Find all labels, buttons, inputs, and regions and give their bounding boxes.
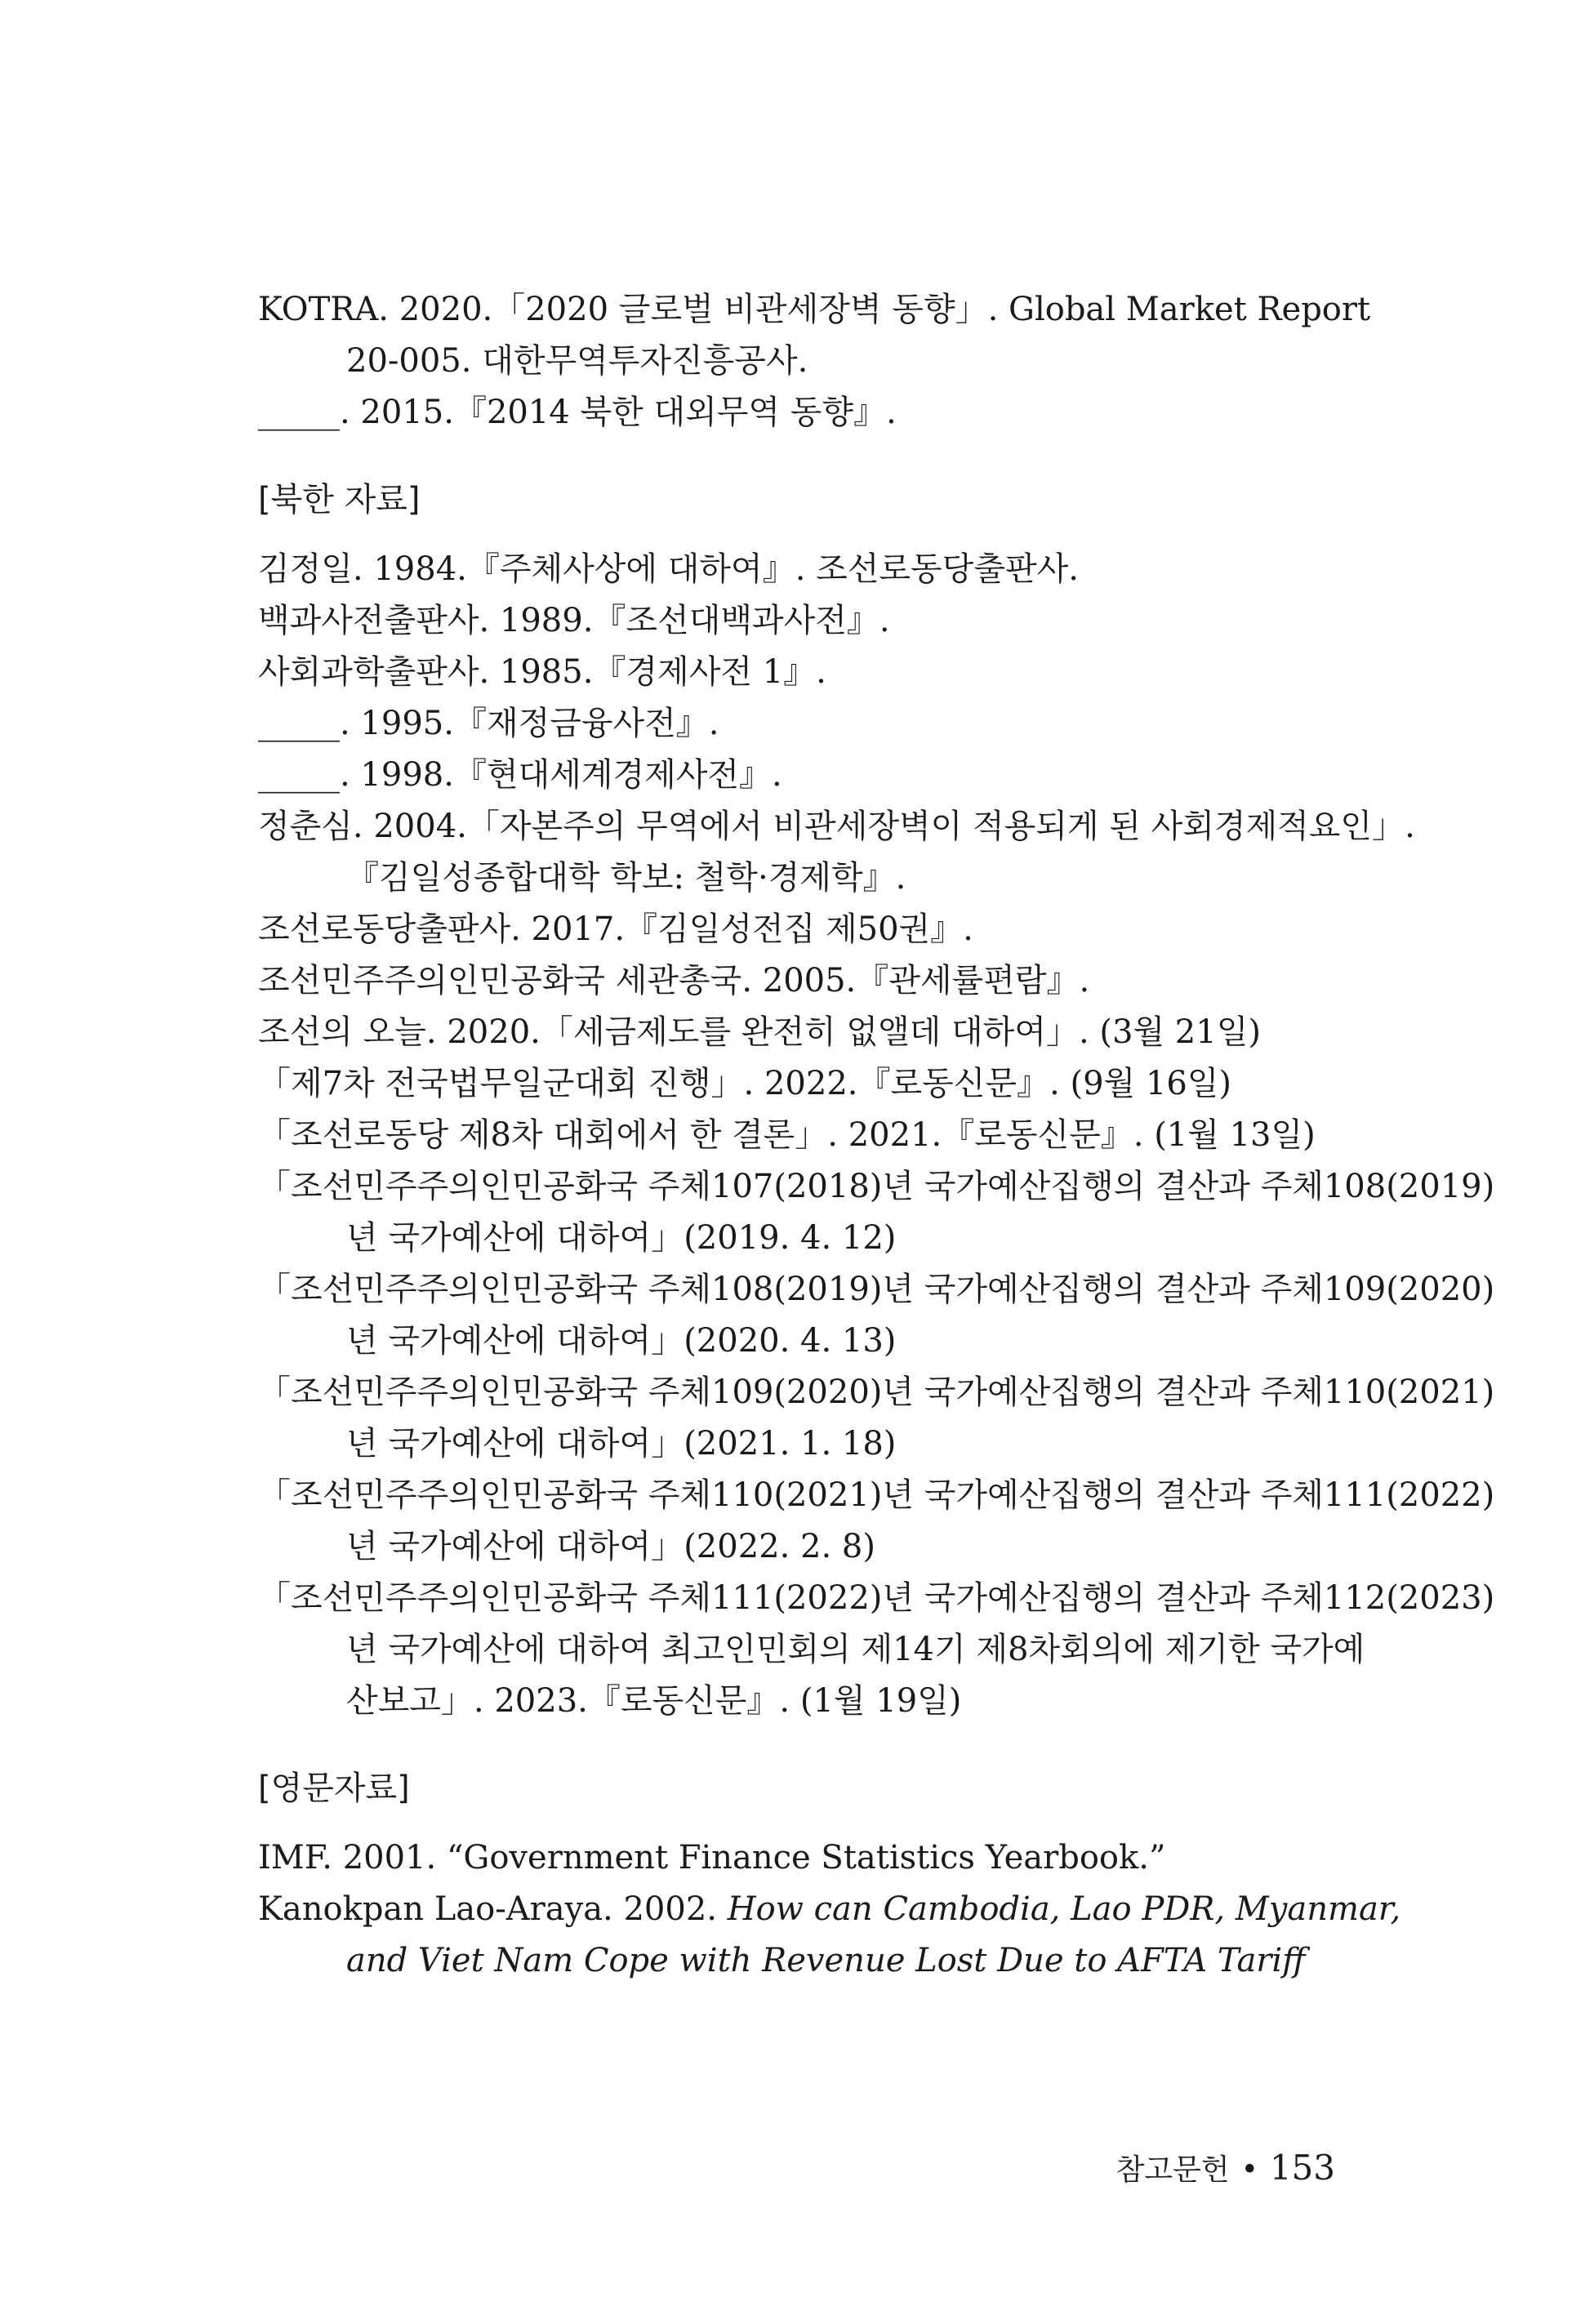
- reference-entry: [258, 284, 1371, 387]
- section-heading-north-korea: [북한 자료]: [258, 481, 421, 519]
- reference-entry: [258, 1161, 1495, 1264]
- reference-text: 조선로동당출판사. 2017.『김일성전집 제50권』.: [258, 910, 973, 948]
- reference-text-continuation: 년 국가예산에 대하여」(2020. 4. 13): [346, 1322, 897, 1360]
- reference-title-continuation: and Viet Nam Cope with Revenue Lost Due to AFTA Tariff: [346, 1942, 1306, 1979]
- reference-text-continuation: 년 국가예산에 대하여」(2019. 4. 12): [346, 1219, 897, 1257]
- page-number: 153: [1269, 2148, 1335, 2188]
- section-heading-english: [영문자료]: [258, 1770, 410, 1807]
- reference-text: 조선민주주의인민공화국 세관총국. 2005.『관세률편람』.: [258, 962, 1090, 999]
- reference-text-continuation: 산보고」. 2023.『로동신문』. (1월 19일): [346, 1682, 962, 1720]
- reference-entry: [258, 1007, 1336, 1058]
- reference-entry: [258, 1264, 1495, 1367]
- reference-entry: [258, 955, 1336, 1007]
- reference-list-north-korea: [258, 544, 1495, 1727]
- reference-text: 사회과학출판사. 1985.『경제사전 1』.: [258, 653, 826, 691]
- reference-text: 조선의 오늘. 2020.「세금제도를 완전히 없앨데 대하여」. (3월 21일): [258, 1013, 1261, 1051]
- page-footer: [1116, 2148, 1335, 2191]
- reference-text: 「조선민주주의인민공화국 주체108(2019)년 국가예산집행의 결산과 주체109(2020): [258, 1271, 1495, 1308]
- reference-list-english: [258, 1832, 1336, 1884]
- reference-entry: [258, 1832, 1336, 1884]
- reference-text: 「조선민주주의인민공화국 주체111(2022)년 국가예산집행의 결산과 주체112(2023): [258, 1579, 1495, 1617]
- reference-title: How can Cambodia, Lao PDR, Myanmar,: [727, 1890, 1401, 1928]
- page-content: [258, 284, 1495, 1987]
- reference-text: KOTRA. 2020.「2020 글로벌 비관세장벽 동향」. Global Market Report: [258, 291, 1371, 328]
- reference-entry: [258, 698, 1336, 750]
- reference-list-korean: [258, 284, 1371, 439]
- reference-text: _____. 1998.『현대세계경제사전』.: [258, 756, 782, 794]
- reference-entry: [258, 1573, 1495, 1727]
- reference-entry: [258, 1110, 1336, 1161]
- reference-text: [258, 1890, 1401, 1928]
- reference-text: 「제7차 전국법무일군대회 진행」. 2022.『로동신문』. (9월 16일): [258, 1065, 1232, 1102]
- reference-entry: [258, 387, 1336, 439]
- reference-text: 정춘심. 2004.「자본주의 무역에서 비관세장벽이 적용되게 된 사회경제적요인」.: [258, 808, 1415, 845]
- reference-authors: Kanokpan Lao-Araya. 2002.: [258, 1890, 728, 1928]
- footer-separator: •: [1240, 2153, 1258, 2187]
- reference-entry: [258, 544, 1336, 595]
- reference-entry: [258, 750, 1336, 801]
- reference-text-continuation: 년 국가예산에 대하여」(2021. 1. 18): [346, 1425, 897, 1463]
- reference-text: IMF. 2001. “Government Finance Statistics Yearbook.”: [258, 1839, 1166, 1877]
- reference-text: _____. 1995.『재정금융사전』.: [258, 705, 719, 742]
- reference-text: 「조선로동당 제8차 대회에서 한 결론」. 2021.『로동신문』. (1월 13일): [258, 1116, 1316, 1154]
- reference-entry: [258, 1884, 1401, 1987]
- reference-text-continuation: 『김일성종합대학 학보: 철학·경제학』.: [346, 859, 906, 897]
- reference-entry: [258, 904, 1336, 955]
- reference-text: 백과사전출판사. 1989.『조선대백과사전』.: [258, 602, 890, 639]
- reference-entry: [258, 801, 1415, 904]
- reference-entry: [258, 1367, 1495, 1470]
- reference-text-continuation: 년 국가예산에 대하여 최고인민회의 제14기 제8차회의에 제기한 국가예: [346, 1631, 1365, 1668]
- reference-entry: [258, 1470, 1495, 1573]
- reference-entry: [258, 1058, 1336, 1110]
- reference-text: _____. 2015.『2014 북한 대외무역 동향』.: [258, 394, 897, 431]
- footer-section-label: 참고문헌: [1116, 2153, 1230, 2187]
- reference-entry: [258, 595, 1336, 647]
- reference-text: 김정일. 1984.『주체사상에 대하여』. 조선로동당출판사.: [258, 550, 1079, 588]
- reference-text-continuation: 년 국가예산에 대하여」(2022. 2. 8): [346, 1528, 875, 1565]
- reference-text: 「조선민주주의인민공화국 주체110(2021)년 국가예산집행의 결산과 주체111(2022): [258, 1476, 1495, 1514]
- reference-text: 「조선민주주의인민공화국 주체107(2018)년 국가예산집행의 결산과 주체108(2019): [258, 1168, 1495, 1205]
- reference-text: 「조선민주주의인민공화국 주체109(2020)년 국가예산집행의 결산과 주체110(2021): [258, 1373, 1495, 1411]
- reference-entry: [258, 647, 1336, 698]
- reference-text-continuation: 20-005. 대한무역투자진흥공사.: [346, 342, 808, 380]
